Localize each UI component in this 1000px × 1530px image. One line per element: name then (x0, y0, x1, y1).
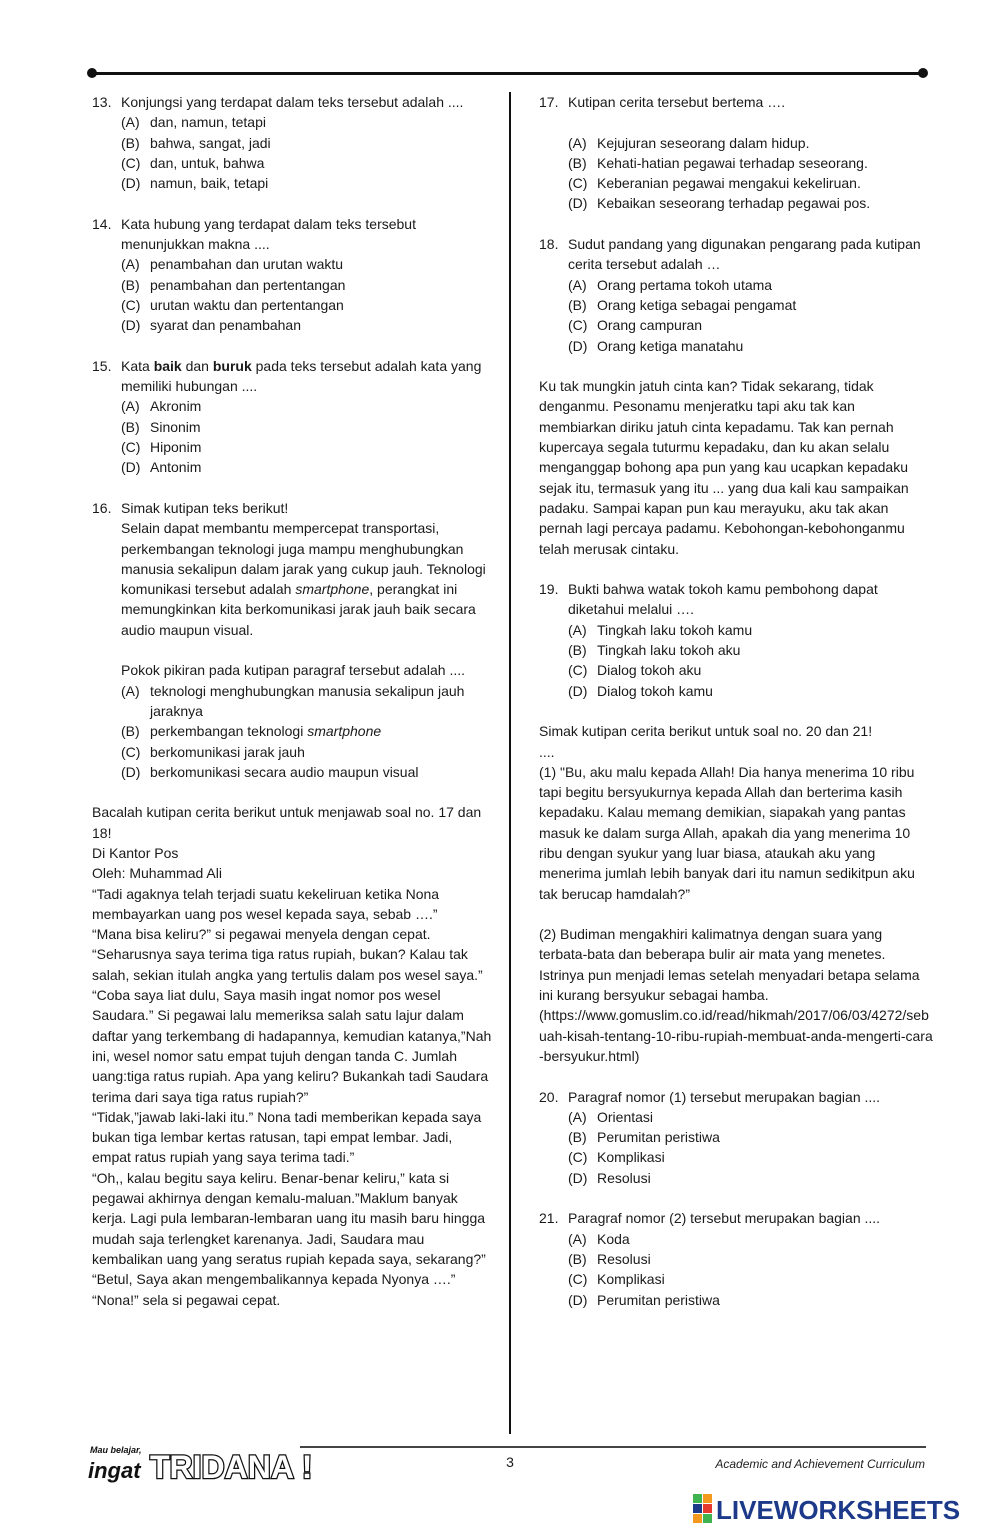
option-b[interactable]: (B) Orang ketiga sebagai pengamat (568, 296, 797, 313)
story-budiman (539, 721, 934, 1066)
question-text: Bukti bahwa watak tokoh kamu pembohong dapat diketahui melalui …. (568, 581, 878, 618)
option-a[interactable]: (A) Koda (568, 1230, 630, 1247)
left-column (92, 92, 492, 1310)
option-a[interactable]: (A) Kejujuran seseorang dalam hidup. (568, 134, 810, 151)
question-passage: Selain dapat membantu mempercepat transportasi, perkembangan teknologi juga mampu menghubungkan manusia sekalipun dalam jarak yang cukup jauh. Teknologi komunikasi tersebut adalah smartphone, perangkat ini memungkinkan kita berkomunikasi jarak jauh baik secara audio maupun visual. (121, 520, 486, 638)
option-b[interactable]: (B) perkembangan teknologi smartphone (121, 723, 382, 740)
liveworksheets-logo[interactable] (693, 1491, 998, 1525)
option-d[interactable]: (D) namun, baik, tetapi (121, 175, 269, 192)
option-c[interactable]: (C) Dialog tokoh aku (568, 662, 702, 679)
option-a[interactable]: (A) teknologi menghubungkan manusia sekalipun jauh jaraknya (121, 682, 465, 719)
story-di-kantor-pos (92, 802, 492, 1309)
curriculum-label: Academic and Achievement Curriculum (715, 1457, 925, 1471)
story-paragraph-2: (2) Budiman mengakhiri kalimatnya dengan suara yang terbata-bata dan beberapa bulir air mata yang menetes. Istrinya pun menjadi lemas setelah menyadari betapa selama ini kurang bersyukur sebagai hamba. (539, 926, 920, 1004)
option-a[interactable]: (A) Orang pertama tokoh utama (568, 276, 773, 293)
question-number: 15. (92, 357, 112, 374)
question-15 (92, 356, 492, 478)
option-d[interactable]: (D) Resolusi (568, 1169, 651, 1186)
question-18 (539, 234, 934, 356)
svg-text:Mau belajar,: Mau belajar, (90, 1445, 142, 1455)
story-paragraph: “Nona!” sela si pegawai cepat. (92, 1291, 281, 1308)
option-d[interactable]: (D) Dialog tokoh kamu (568, 682, 713, 699)
footer-rule (300, 1446, 926, 1448)
story-paragraph: “Tadi agaknya telah terjadi suatu kekeliruan ketika Nona membayarkan uang pos wesel kepada saya, sebab ….” (92, 885, 440, 922)
option-c[interactable]: (C) urutan waktu dan pertentangan (121, 296, 344, 313)
liveworksheets-badge-icon (693, 1494, 712, 1523)
right-column (539, 92, 934, 1310)
option-c[interactable]: (C) Komplikasi (568, 1149, 665, 1166)
story-paragraph: “Seharusnya saya terima tiga ratus rupiah, bukan? Kalau tak salah, sekian itulah angka yang tertulis dalam pos wesel saya.” (92, 946, 483, 983)
story-passage-love: Ku tak mungkin jatuh cinta kan? Tidak sekarang, tidak denganmu. Pesonamu menjeratku tapi aku tak kan membiarkan diriku jatuh cinta kepadamu. Tak kan pernah kupercaya segala tuturmu kepadaku, dan ku akan selalu menganggap bohong apa pun yang kau ucapkan kepadaku sejak itu, termasuk yang itu ... yang dua kali kau sampaikan padaku. Sampai kapan pun kau merayuku, aku tak akan pernah lagi percaya padamu. Kebohongan-kebohonganmu telah merusak cintaku. (539, 378, 909, 557)
question-21 (539, 1208, 934, 1309)
question-number: 18. (539, 236, 559, 253)
svg-text:ingat: ingat (88, 1458, 141, 1483)
story-author: Oleh: Muhammad Ali (92, 865, 222, 882)
question-13 (92, 92, 492, 193)
option-c[interactable]: (C) Keberanian pegawai mengakui kekeliruan. (568, 175, 861, 192)
question-number: 13. (92, 94, 112, 110)
story-paragraph-1: (1) "Bu, aku malu kepada Allah! Dia hanya menerima 10 ribu tapi begitu bersyukurnya kepada Allah dan berterima kasih kepadaku. Kalau memang demikian, siapakah yang pantas masuk ke dalam surga Allah, apakah dia yang menerima 10 ribu dengan syukur yang luar biasa, ataukah aku yang menerima jumlah lebih banyak dari itu namun sedikitpun aku tak berucap hamdalah?” (539, 763, 915, 902)
option-b[interactable]: (B) penambahan dan pertentangan (121, 276, 346, 293)
option-a[interactable]: (A) penambahan dan urutan waktu (121, 256, 344, 273)
question-number: 21. (539, 1210, 559, 1227)
option-d[interactable]: (D) Orang ketiga manatahu (568, 337, 744, 354)
question-16 (92, 498, 492, 782)
option-b[interactable]: (B) Perumitan peristiwa (568, 1129, 720, 1146)
story-paragraph: “Mana bisa keliru?” si pegawai menyela dengan cepat. (92, 926, 431, 943)
option-b[interactable]: (B) Kehati-hatian pegawai terhadap seseorang. (568, 154, 868, 171)
option-a[interactable]: (A) Orientasi (568, 1108, 654, 1125)
question-text: Paragraf nomor (2) tersebut merupakan bagian .... (568, 1210, 881, 1227)
question-text: Kata hubung yang terdapat dalam teks tersebut menunjukkan makna .... (121, 215, 416, 253)
svg-text:TRIDANA !: TRIDANA ! (150, 1449, 313, 1485)
question-text: Sudut pandang yang digunakan pengarang pada kutipan cerita tersebut adalah … (568, 236, 921, 273)
story-title: Di Kantor Pos (92, 844, 179, 861)
option-d[interactable]: (D) syarat dan penambahan (121, 317, 301, 334)
question-text: Pokok pikiran pada kutipan paragraf tersebut adalah .... (121, 662, 465, 679)
question-text: Paragraf nomor (1) tersebut merupakan bagian .... (568, 1088, 881, 1105)
option-b[interactable]: (B) Tingkah laku tokoh aku (568, 642, 741, 659)
option-a[interactable]: (A) Akronim (121, 398, 202, 415)
option-c[interactable]: (C) Orang campuran (568, 317, 703, 334)
option-b[interactable]: (B) Resolusi (568, 1250, 651, 1267)
question-19 (539, 579, 934, 701)
question-number: 16. (92, 499, 112, 516)
option-d[interactable]: (D) Perumitan peristiwa (568, 1291, 720, 1308)
question-text: Kutipan cerita tersebut bertema …. (568, 94, 786, 110)
svg-text:LIVEWORKSHEETS: LIVEWORKSHEETS (716, 1495, 961, 1525)
question-intro: Simak kutipan teks berikut! (121, 499, 289, 516)
option-b[interactable]: (B) Sinonim (121, 418, 201, 435)
story-ellipsis: .... (539, 743, 555, 760)
option-a[interactable]: (A) Tingkah laku tokoh kamu (568, 621, 753, 638)
option-b[interactable]: (B) bahwa, sangat, jadi (121, 134, 271, 151)
question-number: 19. (539, 581, 559, 598)
story-paragraph: “Coba saya liat dulu, Saya masih ingat nomor pos wesel Saudara.” Si pegawai lalu memeriksa salah satu lajur dalam daftar yang terkembang di hadapannya, kemudian katanya,”Nah ini, wesel nomor satu empat tujuh dengan tanda C. Jumlah uang:tiga ratus rupiah. Apa yang keliru? Bukankah tadi Saudara terima dari saya tiga ratus rupiah?” (92, 987, 492, 1105)
story-intro: Simak kutipan cerita berikut untuk soal no. 20 dan 21! (539, 723, 873, 740)
option-d[interactable]: (D) Antonim (121, 459, 202, 476)
question-text: Konjungsi yang terdapat dalam teks tersebut adalah .... (121, 94, 464, 110)
option-c[interactable]: (C) Komplikasi (568, 1271, 665, 1288)
story-paragraph: “Tidak,”jawab laki-laki itu.” Nona tadi memberikan kepada saya bukan tiga lembar kertas ratusan, tapi empat lembar. Jadi, empat ratus rupiah yang saya terima tadi.” (92, 1108, 482, 1166)
question-number: 17. (539, 94, 559, 110)
story-paragraph: “Betul, Saya akan mengembalikannya kepada Nyonya ….” (92, 1271, 456, 1288)
option-c[interactable]: (C) Hiponim (121, 439, 202, 456)
question-20 (539, 1087, 934, 1188)
question-number: 20. (539, 1088, 559, 1105)
option-c[interactable]: (C) berkomunikasi jarak jauh (121, 743, 305, 760)
option-a[interactable]: (A) dan, namun, tetapi (121, 114, 266, 131)
option-c[interactable]: (C) dan, untuk, bahwa (121, 154, 265, 171)
top-rule (92, 72, 924, 75)
story-paragraph: “Oh,, kalau begitu saya keliru. Benar-benar keliru,” kata si pegawai akhirnya dengan kemalu-maluan.”Maklum banyak kerja. Lagi pula lembaran-lembaran uang itu masih baru hingga mudah saja terlengket karenanya. Jadi, Saudara mau kembalikan uang yang seratus rupiah kepada saya, sekarang?” (92, 1169, 486, 1267)
top-rule-right-dot (918, 68, 928, 78)
page-number: 3 (506, 1454, 514, 1470)
option-d[interactable]: (D) Kebaikan seseorang terhadap pegawai pos. (568, 195, 871, 212)
question-text: Kata baik dan buruk pada teks tersebut adalah kata yang memiliki hubungan .... (121, 357, 482, 395)
column-divider (509, 92, 511, 1434)
option-d[interactable]: (D) berkomunikasi secara audio maupun visual (121, 763, 419, 780)
question-number: 14. (92, 215, 112, 232)
story-source-url: (https://www.gomuslim.co.id/read/hikmah/2017/06/03/4272/sebuah-kisah-tentang-10-ribu-rupiah-membuat-anda-mengerti-cara-bersyukur.html) (539, 1007, 933, 1064)
question-14 (92, 214, 492, 336)
question-17 (539, 92, 934, 214)
story-intro: Bacalah kutipan cerita berikut untuk menjawab soal no. 17 dan 18! (92, 804, 482, 841)
